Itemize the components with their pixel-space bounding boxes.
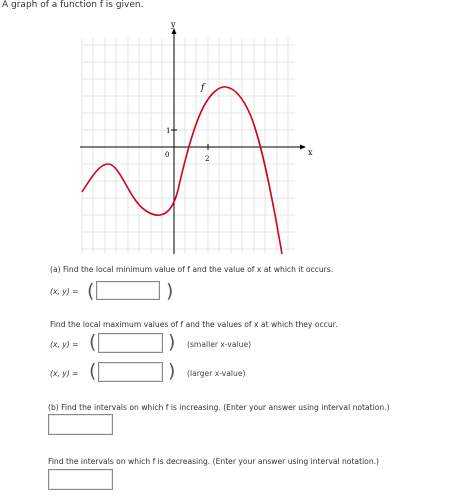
part-c-prompt: Find the intervals on which f is decreasing. (Enter your answer using interval notation.) <box>48 457 380 466</box>
problem-header: A graph of a function f is given. <box>2 0 144 10</box>
part-max-row2-open-paren: ( <box>89 360 97 382</box>
part-max-row1-note: (smaller x-value) <box>187 340 252 349</box>
part-max-row1-label: (x, y) = <box>50 340 79 349</box>
tick-label-y-1: 1 <box>166 127 171 135</box>
increasing-intervals-input[interactable] <box>48 414 113 435</box>
function-curve <box>82 87 282 254</box>
part-max-row1-close-paren: ) <box>168 331 176 353</box>
y-axis-label: y <box>171 20 176 29</box>
part-a-open-paren: ( <box>87 280 95 302</box>
x-axis-label: x <box>308 148 313 157</box>
local-max-smaller-input[interactable] <box>98 333 163 353</box>
part-a-close-paren: ) <box>166 280 174 302</box>
function-graph <box>70 18 320 258</box>
part-max-prompt: Find the local maximum values of f and the values of x at which they occur. <box>50 320 338 329</box>
graph-axes <box>80 32 302 254</box>
function-label: f <box>201 83 205 93</box>
part-max-row1-open-paren: ( <box>89 331 97 353</box>
part-max-row2-note: (larger x-value) <box>187 369 246 378</box>
x-axis-arrow <box>300 145 306 150</box>
tick-label-origin: 0 <box>165 151 170 159</box>
part-max-row2-close-paren: ) <box>168 360 176 382</box>
part-a-answer-input[interactable] <box>96 281 160 300</box>
decreasing-intervals-input[interactable] <box>48 469 113 490</box>
part-b-prompt: (b) Find the intervals on which f is increasing. (Enter your answer using interval notation.) <box>48 403 390 412</box>
tick-label-x-2: 2 <box>205 155 210 163</box>
local-max-larger-input[interactable] <box>98 362 163 382</box>
part-a-coord-label: (x, y) = <box>50 287 79 296</box>
part-a-prompt: (a) Find the local minimum value of f and the value of x at which it occurs. <box>50 265 334 274</box>
part-max-row2-label: (x, y) = <box>50 369 79 378</box>
